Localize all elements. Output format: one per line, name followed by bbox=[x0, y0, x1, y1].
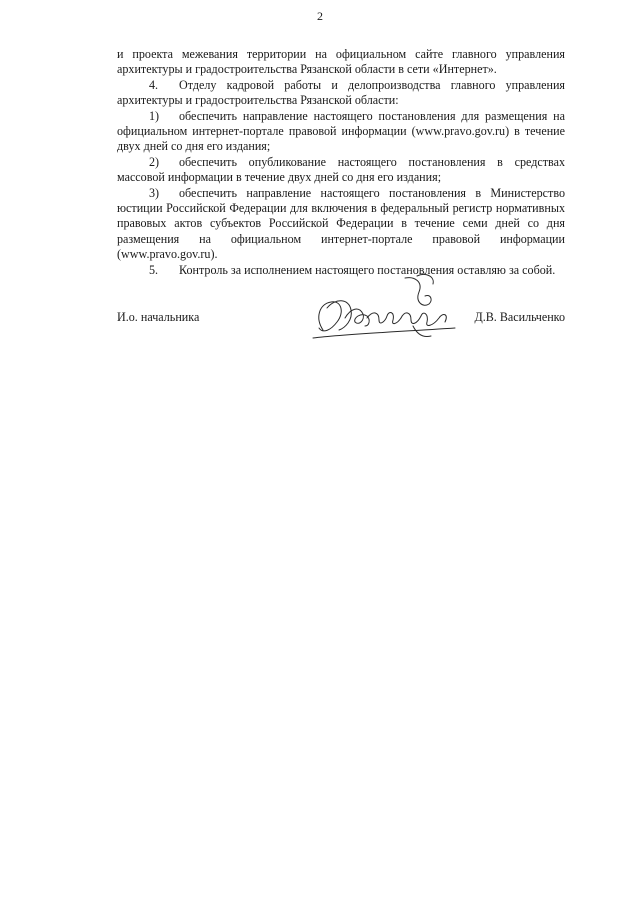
paragraph-continuation: и проекта межевания территории на официальном сайте главного управления архитектуры и градостроительства Рязанской области в сети «Интернет». bbox=[117, 47, 565, 77]
signature-block bbox=[117, 300, 565, 360]
page-number: 2 bbox=[317, 9, 323, 23]
document-body bbox=[117, 47, 565, 278]
paragraph-5: 5. Контроль за исполнением настоящего постановления оставляю за собой. bbox=[149, 262, 556, 277]
paragraph-number: 3) bbox=[149, 185, 160, 200]
handwritten-signature-icon bbox=[305, 268, 465, 358]
paragraph-4-2: 2) обеспечить опубликование настоящего постановления в средствах массовой информации в течение двух дней со дня его издания; bbox=[117, 154, 565, 185]
paragraph-number: 4. bbox=[149, 77, 159, 92]
paragraph-number: 1) bbox=[149, 108, 160, 123]
signer-name: Д.В. Васильченко bbox=[474, 310, 565, 324]
paragraph-number: 5. bbox=[149, 262, 159, 277]
paragraph-number: 2) bbox=[149, 154, 160, 169]
paragraph-4-1: 1) обеспечить направление настоящего постановления для размещения на официальном интернет-портале правовой информации (www.pravo.gov.ru) в течение двух дней со дня его издания; bbox=[117, 108, 565, 154]
signer-position: И.о. начальника bbox=[117, 310, 200, 324]
paragraph-4-3: 3) обеспечить направление настоящего постановления в Министерство юстиции Российской Федерации для включения в федеральный регистр нормативных правовых актов субъектов Российской Федерации в течение семи дней со дня размещения на официальном интернет-портале правовой информации (www.pravo.gov.ru). bbox=[117, 185, 565, 262]
paragraph-4: 4. Отделу кадровой работы и делопроизводства главного управления архитектуры и градостроительства Рязанской области: bbox=[117, 77, 565, 108]
